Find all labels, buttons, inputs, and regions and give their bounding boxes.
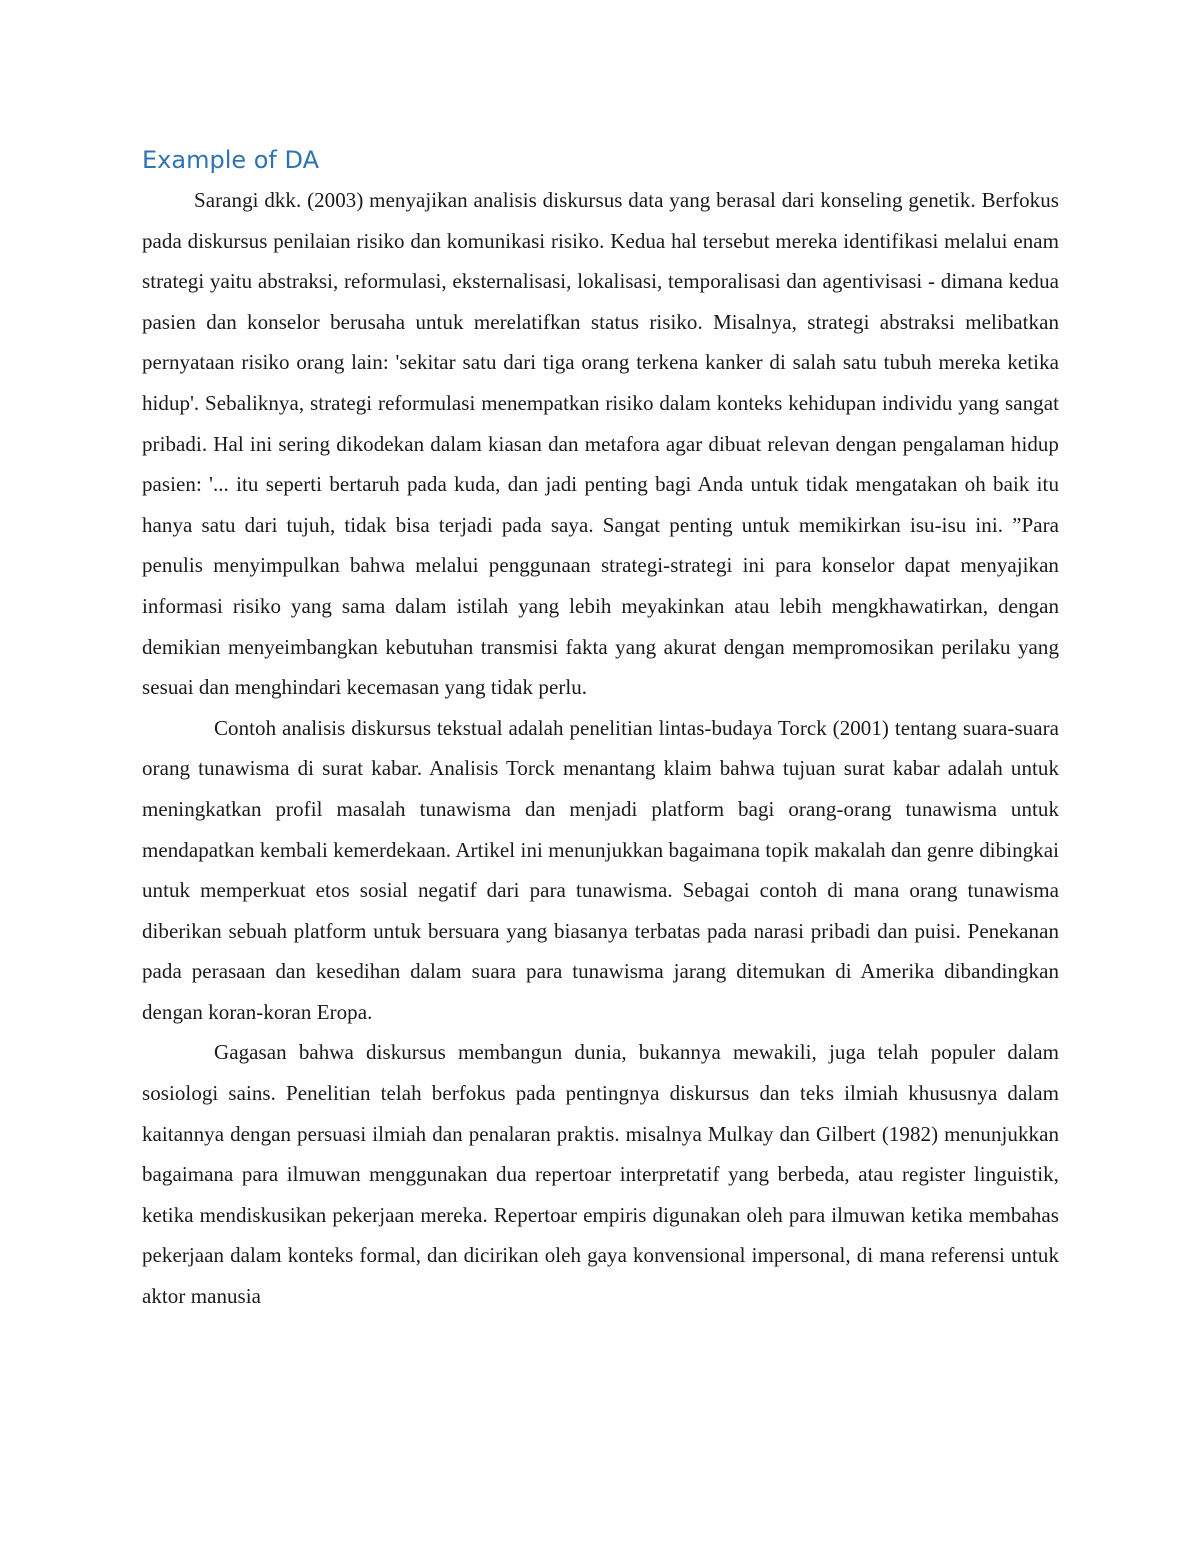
paragraph-sarangi: Sarangi dkk. (2003) menyajikan analisis diskursus data yang berasal dari konseling genetik. Berfokus pada diskursus penilaian risiko dan komunikasi risiko. Kedua hal tersebut mereka identifikasi melalui enam strategi yaitu abstraksi, reformulasi, eksternalisasi, lokalisasi, temporalisasi dan agentivisasi - dimana kedua pasien dan konselor berusaha untuk merelatifkan status risiko. Misalnya, strategi abstraksi melibatkan pernyataan risiko orang lain: 'sekitar satu dari tiga orang terkena kanker di salah satu tubuh mereka ketika hidup'. Sebaliknya, strategi reformulasi menempatkan risiko dalam konteks kehidupan individu yang sangat pribadi. Hal ini sering dikodekan dalam kiasan dan metafora agar dibuat relevan dengan pengalaman hidup pasien: '... itu seperti bertaruh pada kuda, dan jadi penting bagi Anda untuk tidak mengatakan oh baik itu hanya satu dari tujuh, tidak bisa terjadi pada saya. Sangat penting untuk memikirkan isu-isu ini. ”Para penulis menyimpulkan bahwa melalui penggunaan strategi-strategi ini para konselor dapat menyajikan informasi risiko yang sama dalam istilah yang lebih meyakinkan atau lebih mengkhawatirkan, dengan demikian menyeimbangkan kebutuhan transmisi fakta yang akurat dengan mempromosikan perilaku yang sesuai dan menghindari kecemasan yang tidak perlu. [142,188,1059,700]
document-heading: Example of DA [142,146,319,174]
document-body [142,140,1059,1317]
paragraph-torck: Contoh analisis diskursus tekstual adalah penelitian lintas-budaya Torck (2001) tentang suara-suara orang tunawisma di surat kabar. Analisis Torck menantang klaim bahwa tujuan surat kabar adalah untuk meningkatkan profil masalah tunawisma dan menjadi platform bagi orang-orang tunawisma untuk mendapatkan kembali kemerdekaan. Artikel ini menunjukkan bagaimana topik makalah dan genre dibingkai untuk memperkuat etos sosial negatif dari para tunawisma. Sebagai contoh di mana orang tunawisma diberikan sebuah platform untuk bersuara yang biasanya terbatas pada narasi pribadi dan puisi. Penekanan pada perasaan dan kesedihan dalam suara para tunawisma jarang ditemukan di Amerika dibandingkan dengan koran-koran Eropa. [142,715,1059,1024]
paragraph-sociology-of-science: Gagasan bahwa diskursus membangun dunia, bukannya mewakili, juga telah populer dalam sosiologi sains. Penelitian telah berfokus pada pentingnya diskursus dan teks ilmiah khususnya dalam kaitannya dengan persuasi ilmiah dan penalaran praktis. misalnya Mulkay dan Gilbert (1982) menunjukkan bagaimana para ilmuwan menggunakan dua repertoar interpretatif yang berbeda, atau register linguistik, ketika mendiskusikan pekerjaan mereka. Repertoar empiris digunakan oleh para ilmuwan ketika membahas pekerjaan dalam konteks formal, dan dicirikan oleh gaya konvensional impersonal, di mana referensi untuk aktor manusia [142,1040,1059,1309]
